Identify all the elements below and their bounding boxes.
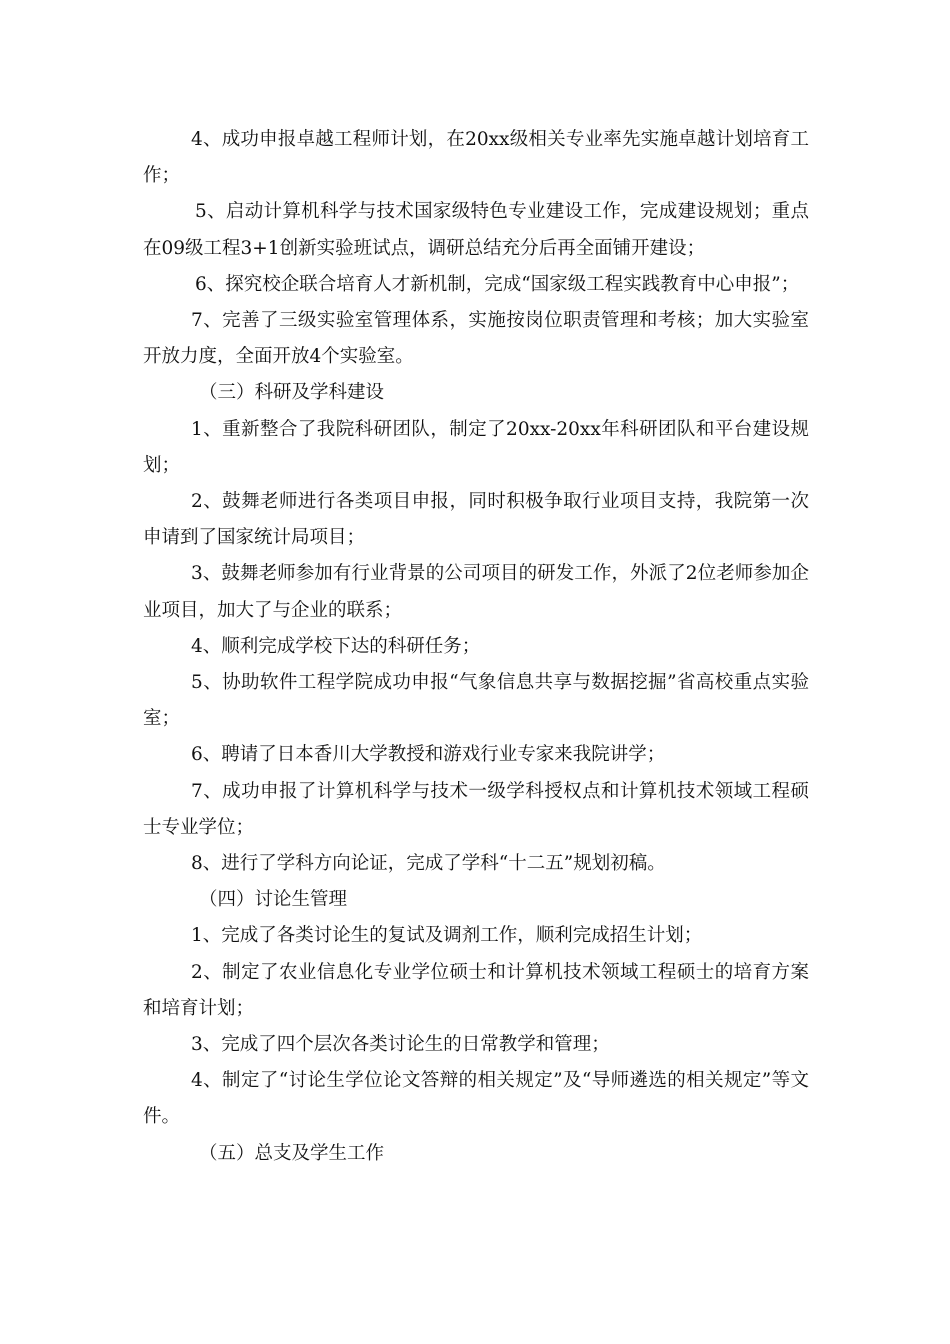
paragraph-graduate-1: 1、完成了各类讨论生的复试及调剂工作，顺利完成招生计划； [191,925,703,947]
paragraph-graduate-2: 2、制定了农业信息化专业学位硕士和计算机技术领域工程硕士的培育方案和培育计划； [143,961,809,1019]
paragraph-graduate-3: 3、完成了四个层次各类讨论生的日常教学和管理； [191,1034,610,1056]
section-heading-graduate: （四）讨论生管理 [199,889,348,911]
paragraph-research-4: 4、顺利完成学校下达的科研任务； [191,635,481,657]
paragraph-item-6-school-enterprise: 6、探究校企联合培育人才新机制，完成“国家级工程实践教育中心申报”； [195,273,800,295]
paragraph-research-7: 7、成功申报了计算机科学与技术一级学科授权点和计算机技术领域工程硕士专业学位； [143,780,809,838]
document-body [143,122,809,1172]
paragraph-graduate-4: 4、制定了“讨论生学位论文答辩的相关规定”及“导师遴选的相关规定”等文件。 [143,1070,809,1128]
paragraph-item-4-excellence-engineer: 4、成功申报卓越工程师计划，在20xx级相关专业率先实施卓越计划培育工作； [143,129,809,187]
paragraph-research-6: 6、聘请了日本香川大学教授和游戏行业专家来我院讲学； [191,744,666,766]
section-heading-party-student: （五）总支及学生工作 [199,1142,385,1164]
paragraph-research-2: 2、鼓舞老师进行各类项目申报，同时积极争取行业项目支持，我院第一次申请到了国家统计局项目； [143,491,809,549]
paragraph-research-5: 5、协助软件工程学院成功申报“气象信息共享与数据挖掘”省高校重点实验室； [143,672,809,730]
paragraph-research-3: 3、鼓舞老师参加有行业背景的公司项目的研发工作，外派了2位老师参加企业项目，加大了与企业的联系； [143,563,809,621]
paragraph-item-5-cs-specialty: 5、启动计算机科学与技术国家级特色专业建设工作，完成建设规划；重点在09级工程3+1创新实验班试点，调研总结充分后再全面铺开建设； [143,201,809,259]
section-heading-research: （三）科研及学科建设 [199,382,385,404]
paragraph-research-8: 8、进行了学科方向论证，完成了学科“十二五”规划初稿。 [191,853,666,875]
paragraph-research-1: 1、重新整合了我院科研团队，制定了20xx-20xx年科研团队和平台建设规划； [143,418,809,476]
paragraph-item-7-lab-management: 7、完善了三级实验室管理体系，实施按岗位职责管理和考核；加大实验室开放力度，全面开放4个实验室。 [143,310,809,368]
